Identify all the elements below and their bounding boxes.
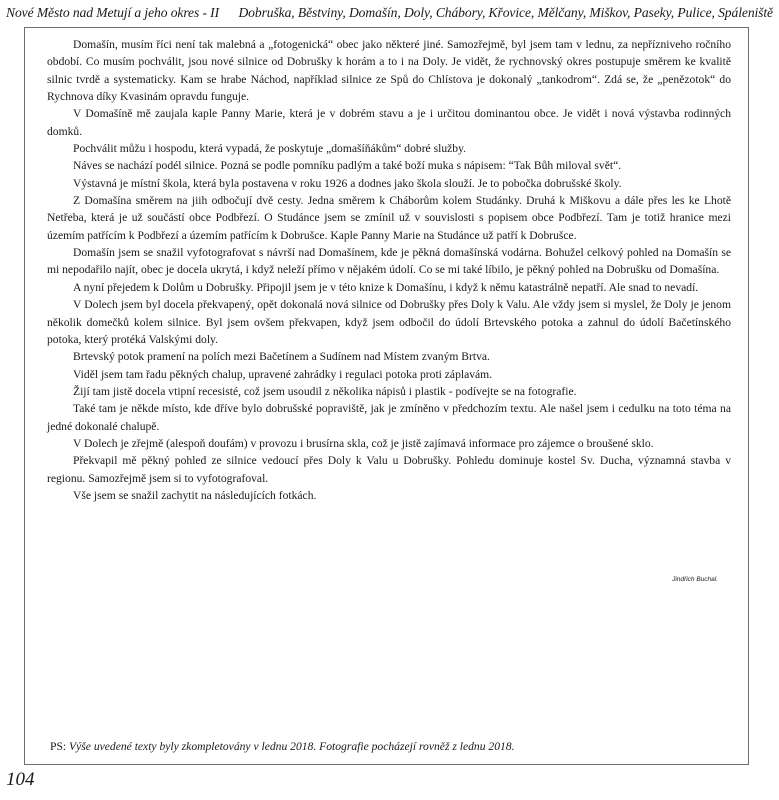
paragraph: Viděl jsem tam řadu pěkných chalup, upravené zahrádky i regulaci potoka proti záplavám. <box>73 367 493 381</box>
header-book-title: Nové Město nad Metují a jeho okres - II <box>6 5 220 20</box>
article-body <box>47 36 731 504</box>
paragraph: Domašín, musím říci není tak malebná a „fotogenická“ obec jako některé jiné. Samozřejmě, byl jsem tam v lednu, za nepřízniveho ročního období. Co musím pochválit, jsou nové silnice od Dobrušky k horám a to i na Doly. Je vidět, že rychnovský okres postupuje směrem ke kvalitě silnic tvrdě a systematicky. Kam se hrabe Náchod, například silnice ze Spů do Chlístova je dokonalý „tankodrom“. Zdá se, že „penězotok“ do Rychnova díky Kvasinám opravdu funguje. <box>47 38 731 104</box>
paragraph: Vše jsem se snažil zachytit na následujících fotkách. <box>73 488 317 502</box>
paragraph: Překvapil mě pěkný pohled ze silnice vedoucí přes Doly k Valu u Dobrušky. Pohledu dominuje kostel Sv. Ducha, významná stavba v regionu. Samozřejmě jsem si to vyfotografoval. <box>47 454 731 485</box>
paragraph: Brtevský potok pramení na polích mezi Bačetínem a Sudínem nad Místem zvaným Brtva. <box>73 350 490 364</box>
paragraph: Také tam je někde místo, kde dříve bylo dobrušské popraviště, jak je zmíněno v předchozím textu. Ale našel jsem i cedulku na toto téma na jedné dokonalé chalupě. <box>47 402 731 433</box>
postscript-text: Výše uvedené texty byly zkompletovány v lednu 2018. Fotografie pocházejí rovněž z lednu 2018. <box>69 740 515 753</box>
author-signature: Jindřich Buchal. <box>672 576 718 583</box>
paragraph: Z Domašína směrem na jiih odbočují dvě cesty. Jedna směrem k Cháborům kolem Studánky. Druhá k Miškovu a dále přes les ke Lhotě Netřeba, která je už součástí obce Podbřezí. O Studánce jsem se zmínil už v souvislosti s popisem obce Podbřezí. Tam je totiž hranice mezi územím patřícím k Podbřezí a územím patřícím k Dobrušce. Kaple Panny Marie na Studánce už patří k Dobrušce. <box>47 194 731 242</box>
paragraph: Výstavná je místní škola, která byla postavena v roku 1926 a dodnes jako škola slouží. Je to pobočka dobrušské školy. <box>73 176 622 190</box>
running-header <box>6 5 773 25</box>
postscript <box>50 740 515 753</box>
paragraph: V Dolech jsem byl docela překvapený, opět dokonalá nová silnice od Dobrušky přes Doly k Valu. Ale vždy jsem si myslel, že Doly je jenom několik domečků kolem silnice. Byl jsem ovšem překvapen, když jsem odbočil do údolí Brtevského potoka a zahnul do údolí Bačetínského potoka, který protéká Valskými doly. <box>47 298 731 346</box>
paragraph: V Domašíně mě zaujala kaple Panny Marie, která je v dobrém stavu a je i určitou dominantou obce. Je vidět i nová výstavba rodinných domků. <box>47 107 731 138</box>
paragraph: V Dolech je zřejmě (alespoň doufám) v provozu i brusírna skla, což je jistě zajímavá informace pro zájemce o broušené sklo. <box>73 436 654 450</box>
paragraph: Domašín jsem se snažil vyfotografovat s návrší nad Domašínem, kde je pěkná domašínská vodárna. Bohužel celkový pohled na Domašín se mi nepodařilo najít, obec je docela ukrytá, i když neleží přímo v nějakém údolí. Co se mi také líbilo, je pěkný pohled na Dobrušku od Domašína. <box>47 246 731 277</box>
paragraph: A nyní přejedem k Dolům u Dobrušky. Připojil jsem je v této knize k Domašínu, i když k němu katastrálně nepatří. Ale snad to nevadí. <box>73 280 699 294</box>
page-number: 104 <box>6 769 35 790</box>
paragraph: Náves se nachází podél silnice. Pozná se podle pomníku padlým a také boží muka s nápisem: “Tak Bůh miloval svět“. <box>73 159 622 173</box>
paragraph: Pochválit můžu i hospodu, která vypadá, že poskytuje „domašíňákům“ dobré služby. <box>73 142 467 156</box>
paragraph: Žijí tam jistě docela vtipní recesisté, což jsem usoudil z několika nápisů i plastik - podívejte se na fotografie. <box>73 384 577 398</box>
header-chapter-places: Dobruška, Běstviny, Domašín, Doly, Chábory, Křovice, Mělčany, Miškov, Paseky, Pulice, Spáleniště <box>238 5 773 20</box>
postscript-label: PS: <box>50 740 67 753</box>
text-frame <box>24 27 749 765</box>
